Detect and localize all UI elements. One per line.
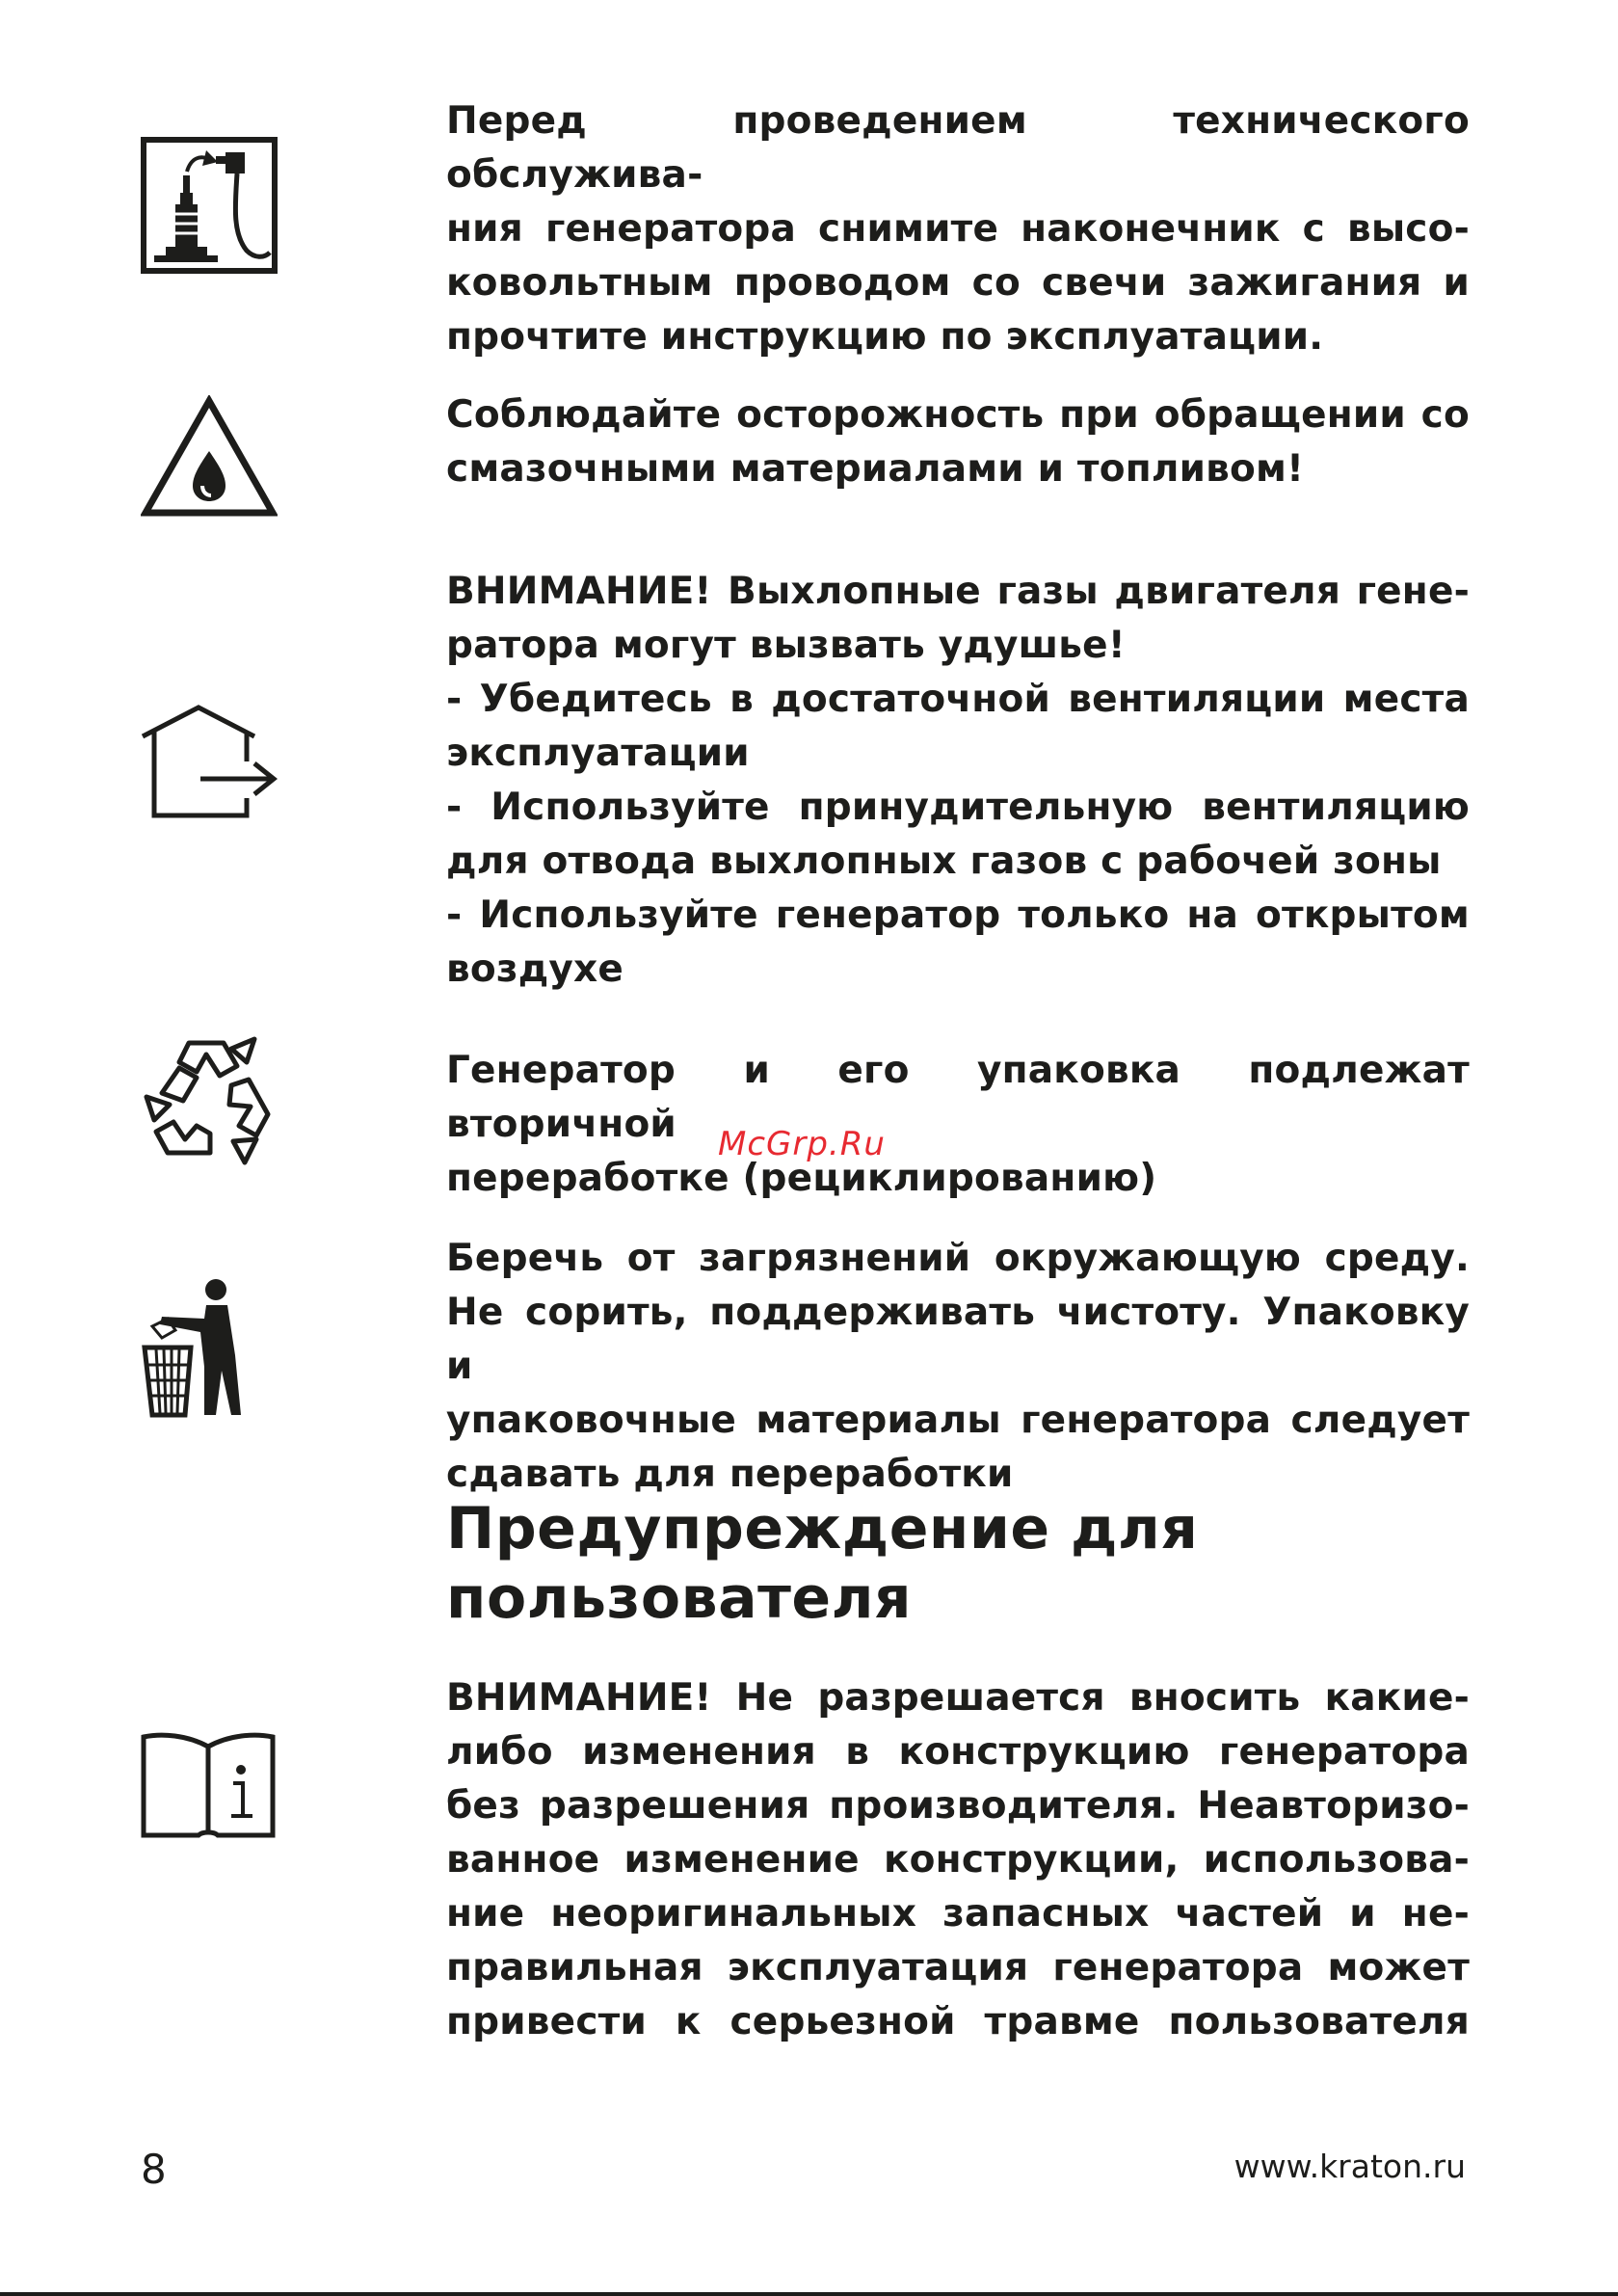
text-line: воздухе [446, 948, 624, 991]
flammable-liquid-warning-icon [141, 395, 278, 519]
text-line: прочтите инструкцию по эксплуатации. [446, 315, 1324, 359]
text-line: Беречь от загрязнений окружающую среду. [446, 1237, 1470, 1280]
watermark: McGrp.Ru [718, 1125, 886, 1163]
text-line: Генератор и его упаковка подлежат вторичной [446, 1049, 1470, 1146]
text-line: правильная эксплуатация генератора может [446, 1946, 1470, 1989]
text-line: - Используйте генератор только на открытом [446, 894, 1470, 937]
text-line: переработке (рециклированию) [446, 1157, 1157, 1200]
heading-line: пользователя [446, 1564, 913, 1632]
spark-plug-disconnect-icon [141, 137, 278, 274]
tidy-man-bin-icon [141, 1278, 254, 1419]
text-line: Перед проведением технического обслужива- [446, 99, 1470, 197]
text-line: - Используйте принудительную вентиляцию [446, 786, 1470, 829]
manual-info-book-icon [141, 1731, 276, 1839]
text-line: без разрешения производителя. Неавторизо- [446, 1784, 1470, 1828]
text-line: привести к серьезной травме пользователя [446, 2000, 1470, 2043]
ventilation-exhaust-icon [141, 704, 281, 819]
text-line: ратора могут вызвать удушье! [446, 624, 1126, 667]
section-exhaust-text [446, 565, 1470, 997]
text-line: для отвода выхлопных газов с рабочей зоны [446, 840, 1442, 883]
heading-line: Предупреждение для [446, 1495, 1199, 1562]
recycle-icon [141, 1033, 283, 1170]
section-environment-text [446, 1232, 1470, 1502]
text-line: ВНИМАНИЕ! Выхлопные газы двигателя гене- [446, 570, 1470, 613]
text-line: эксплуатации [446, 732, 750, 775]
section-fuel-text [446, 388, 1470, 496]
text-line: сдавать для переработки [446, 1453, 1014, 1496]
user-warning-text [446, 1671, 1470, 2049]
text-line: ния генератора снимите наконечник с высо- [446, 207, 1470, 251]
text-line: ванное изменение конструкции, использова- [446, 1838, 1470, 1882]
text-line: ковольтным проводом со свечи зажигания и [446, 261, 1470, 305]
text-line: упаковочные материалы генератора следует [446, 1399, 1470, 1442]
section-recycle-text [446, 1044, 1470, 1206]
user-warning-heading [446, 1494, 1506, 1633]
text-line: Соблюдайте осторожность при обращении со [446, 393, 1470, 437]
text-line: ние неоригинальных запасных частей и не- [446, 1892, 1470, 1936]
text-line: ВНИМАНИЕ! Не разрешается вносить какие- [446, 1676, 1470, 1720]
section-spark-plug-text [446, 94, 1470, 364]
text-line: Не сорить, поддерживать чистоту. Упаковку и [446, 1291, 1470, 1388]
page-number: 8 [141, 2146, 167, 2193]
text-line: либо изменения в конструкцию генератора [446, 1730, 1470, 1774]
text-line: - Убедитесь в достаточной вентиляции места [446, 678, 1470, 721]
page-bottom-rule [0, 2292, 1618, 2296]
footer-website-link[interactable]: www.kraton.ru [1233, 2148, 1466, 2185]
text-line: смазочными материалами и топливом! [446, 447, 1305, 491]
